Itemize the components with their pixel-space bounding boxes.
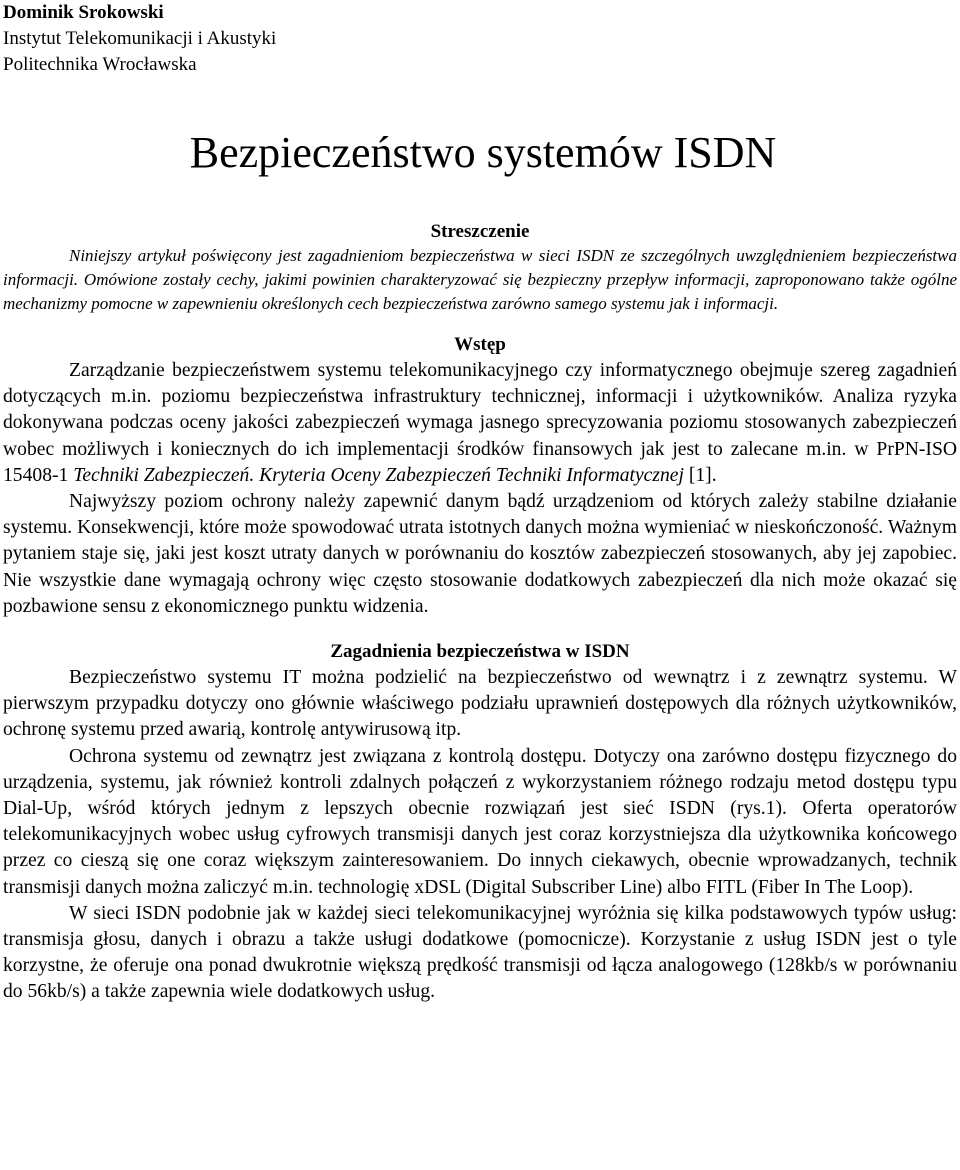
intro-heading: Wstęp <box>454 334 506 355</box>
paper-title: Bezpieczeństwo systemów ISDN <box>189 128 777 177</box>
section2-paragraph-1: Bezpieczeństwo systemu IT można podzielić na bezpieczeństwo od wewnątrz i z zewnątrz systemu. W pierwszym przypadku dotyczy ono głównie właściwego podziału uprawnień dostępowych dla różnych użytkowników, ochronę systemu przed awarią, kontrolę antywirusową itp. <box>3 667 957 741</box>
section2-heading: Zagadnienia bezpieczeństwa w ISDN <box>330 641 630 663</box>
standard-title: Techniki Zabezpieczeń. Kryteria Oceny Zabezpieczeń Techniki Informatycznej <box>73 464 684 486</box>
author-institute: Instytut Telekomunikacji i Akustyki <box>3 28 277 49</box>
author-block <box>3 0 957 78</box>
intro-paragraph-2: Najwyższy poziom ochrony należy zapewnić danym bądź urządzeniom od których zależy stabilne działanie systemu. Konsekwencji, które może spowodować utrata istotnych danych można wymieniać w nieskończoność. Ważnym pytaniem staje się, jaki jest koszt utraty danych w porównaniu do kosztów zabezpieczeń stosowanych, aby jej zapobiec. Nie wszystkie dane wymagają ochrony więc często stosowanie dodatkowych zabezpieczeń dla nich może okazać się pozbawione sensu z ekonomicznego punktu widzenia. <box>3 491 957 617</box>
author-name: Dominik Srokowski <box>3 2 164 23</box>
intro-paragraph-1-end: [1]. <box>683 464 717 486</box>
document-page <box>3 0 957 1006</box>
abstract-text: Niniejszy artykuł poświęcony jest zagadnieniom bezpieczeństwa w sieci ISDN ze szczególnych uwzględnieniem bezpieczeństwa informacji. Omówione zostały cechy, jakimi powinien charakteryzować się bezpieczny przepływ informacji, zaproponowano także ogólne mechanizmy pomocne w zapewnieniu określonych cech bezpieczeństwa zarówno samego systemu jak i informacji. <box>3 246 957 313</box>
section2-paragraph-2: Ochrona systemu od zewnątrz jest związana z kontrolą dostępu. Dotyczy ona zarówno dostępu fizycznego do urządzenia, systemu, jak również kontroli zdalnych połączeń z wykorzystaniem różnego rodzaju metod dostępu typu Dial-Up, wśród których jednym z lepszych obecnie rozwiązań jest sieć ISDN (rys.1). Oferta operatorów telekomunikacyjnych wobec usług cyfrowych transmisji danych jest coraz korzystniejsza dla użytkownika końcowego przez co cieszą się one coraz większym zainteresowaniem. Do innych ciekawych, obecnie wprowadzanych, technik transmisji danych można zaliczyć m.in. technologię xDSL (Digital Subscriber Line) albo FITL (Fiber In The Loop). <box>3 745 957 898</box>
author-university: Politechnika Wrocławska <box>3 54 197 75</box>
abstract-heading: Streszczenie <box>430 221 530 242</box>
intro-paragraph-1-text: Zarządzanie bezpieczeństwem systemu telekomunikacyjnego czy informatycznego obejmuje szereg zagadnień dotyczących m.in. poziomu bezpieczeństwa infrastruktury technicznej, informacji i użytkowników. Analiza ryzyka dokonywana podczas oceny jakości zabezpieczeń wymaga jasnego sprecyzowania poziomu stosowanych zabezpieczeń wobec możliwych i koniecznych do ich implementacji środków finansowych jak jest to zalecane m.in. w PrPN-ISO 15408-1 <box>3 360 957 486</box>
section2-paragraph-3: W sieci ISDN podobnie jak w każdej sieci telekomunikacyjnej wyróżnia się kilka podstawowych typów usług: transmisja głosu, danych i obrazu a także usługi dodatkowe (pomocnicze). Korzystanie z usług ISDN jest o tyle korzystne, że oferuje ona ponad dwukrotnie większą prędkość transmisji od łącza analogowego (128kb/s w porównaniu do 56kb/s) a także zapewnia wiele dodatkowych usług. <box>3 902 957 1003</box>
intro-paragraph-1 <box>3 358 957 489</box>
